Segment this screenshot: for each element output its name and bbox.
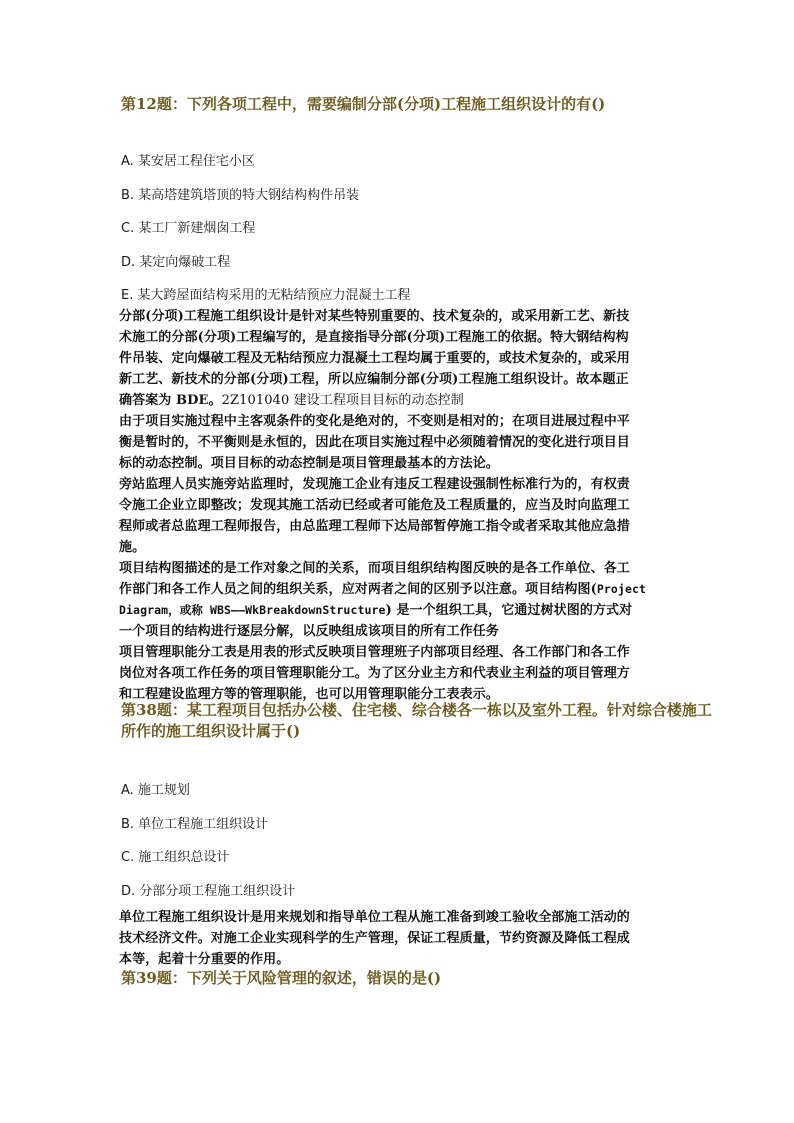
question-38-title-line: 第38题：某工程项目包括办公楼、住宅楼、综合楼各一栋以及室外工程。针对综合楼施工 — [121, 701, 712, 719]
responsibility-line: 岗位对各项工作任务的项目管理职能分工。为了区分业主方和代表业主利益的项目管理方 — [119, 666, 630, 681]
supervision-line: 旁站监理人员实施旁站监理时，发现施工企业有违反工程建设强制性标准行为的，有权责 — [119, 477, 630, 492]
q12-expl-line: 分部(分项)工程施工组织设计是针对某些特别重要的、技术复杂的，或采用新工艺、新技 — [119, 309, 630, 324]
q38-option-b: B. 单位工程施工组织设计 — [121, 817, 269, 832]
question-39-title: 第39题：下列关于风险管理的叙述，错误的是() — [121, 969, 442, 987]
q12-expl-line: 术施工的分部(分项)工程编写的，是直接指导分部(分项)工程施工的依据。特大钢结构构 — [119, 330, 629, 345]
section-code: 2Z101040 建设工程项目目标的动态控制 — [221, 393, 464, 408]
structure-line — [119, 579, 679, 600]
q12-option-e: E. 某大跨屋面结构采用的无粘结预应力混凝土工程 — [121, 288, 411, 303]
q12-expl-line — [119, 390, 679, 411]
q38-option-a: A. 施工规划 — [121, 783, 190, 798]
q12-option-a: A. 某安居工程住宅小区 — [121, 154, 255, 169]
q38-option-c: C. 施工组织总设计 — [121, 850, 230, 865]
q12-option-c: C. 某工厂新建烟囱工程 — [121, 221, 256, 236]
responsibility-line: 和工程建设监理方等的管理职能，也可以用管理职能分工表表示。 — [119, 687, 499, 702]
supervision-line: 施。 — [119, 540, 146, 555]
responsibility-line: 项目管理职能分工表是用表的形式反映项目管理班子内部项目经理、各工作部门和各工作 — [119, 645, 630, 660]
dynamic-control-line: 衡是暂时的，不平衡则是永恒的，因此在项目实施过程中必须随着情况的变化进行项目目 — [119, 435, 630, 450]
structure-line-mono: Diagram，或称 WBS——WkBreakdownStructure — [119, 603, 386, 617]
structure-line-mono: Project — [596, 582, 647, 596]
q38-expl-line: 技术经济文件。对施工企业实现科学的生产管理，保证工程质量，节约资源及降低工程成 — [119, 931, 630, 946]
q12-option-b: B. 某高塔建筑塔顶的特大钢结构构件吊装 — [121, 188, 360, 203]
question-12-title: 第12题：下列各项工程中，需要编制分部(分项)工程施工组织设计的有() — [121, 95, 606, 113]
dynamic-control-line: 标的动态控制。项目目标的动态控制是项目管理最基本的方法论。 — [119, 456, 499, 471]
q12-option-d: D. 某定向爆破工程 — [121, 255, 231, 270]
supervision-line: 令施工企业立即整改；发现其施工活动已经或者可能危及工程质量的，应当及时向监理工 — [119, 498, 630, 513]
structure-line: 项目结构图描述的是工作对象之间的关系，而项目组织结构图反映的是各工作单位、各工 — [119, 561, 630, 576]
q38-expl-line: 单位工程施工组织设计是用来规划和指导单位工程从施工准备到竣工验收全部施工活动的 — [119, 910, 630, 925]
q38-explanation — [119, 907, 679, 970]
dynamic-control-line: 由于项目实施过程中主客观条件的变化是绝对的，不变则是相对的；在项目进展过程中平 — [119, 414, 630, 429]
answer-text: 确答案为 BDE。 — [119, 393, 222, 408]
structure-line — [119, 600, 679, 621]
structure-line: 一个项目的结构进行逐层分解，以反映组成该项目的所有工作任务 — [119, 624, 499, 639]
q12-explanation — [119, 306, 679, 705]
supervision-line: 程师或者总监理工程师报告，由总监理工程师下达局部暂停施工指令或者采取其他应急措 — [119, 519, 630, 534]
q38-expl-line: 本等，起着十分重要的作用。 — [119, 952, 290, 967]
question-38-title — [121, 700, 712, 742]
q12-expl-line: 新工艺、新技术的分部(分项)工程，所以应编制分部(分项)工程施工组织设计。故本题正 — [119, 372, 629, 387]
q12-expl-line: 件吊装、定向爆破工程及无粘结预应力混凝土工程均属于重要的，或技术复杂的，或采用 — [119, 351, 630, 366]
question-38-title-line: 所作的施工组织设计属于() — [121, 722, 301, 740]
structure-line-text: ) 是一个组织工具，它通过树状图的方式对 — [385, 603, 633, 618]
q38-option-d: D. 分部分项工程施工组织设计 — [121, 884, 296, 899]
structure-line-text: 作部门和各工作人员之间的组织关系，应对两者之间的区别予以注意。项目结构图( — [119, 582, 597, 597]
